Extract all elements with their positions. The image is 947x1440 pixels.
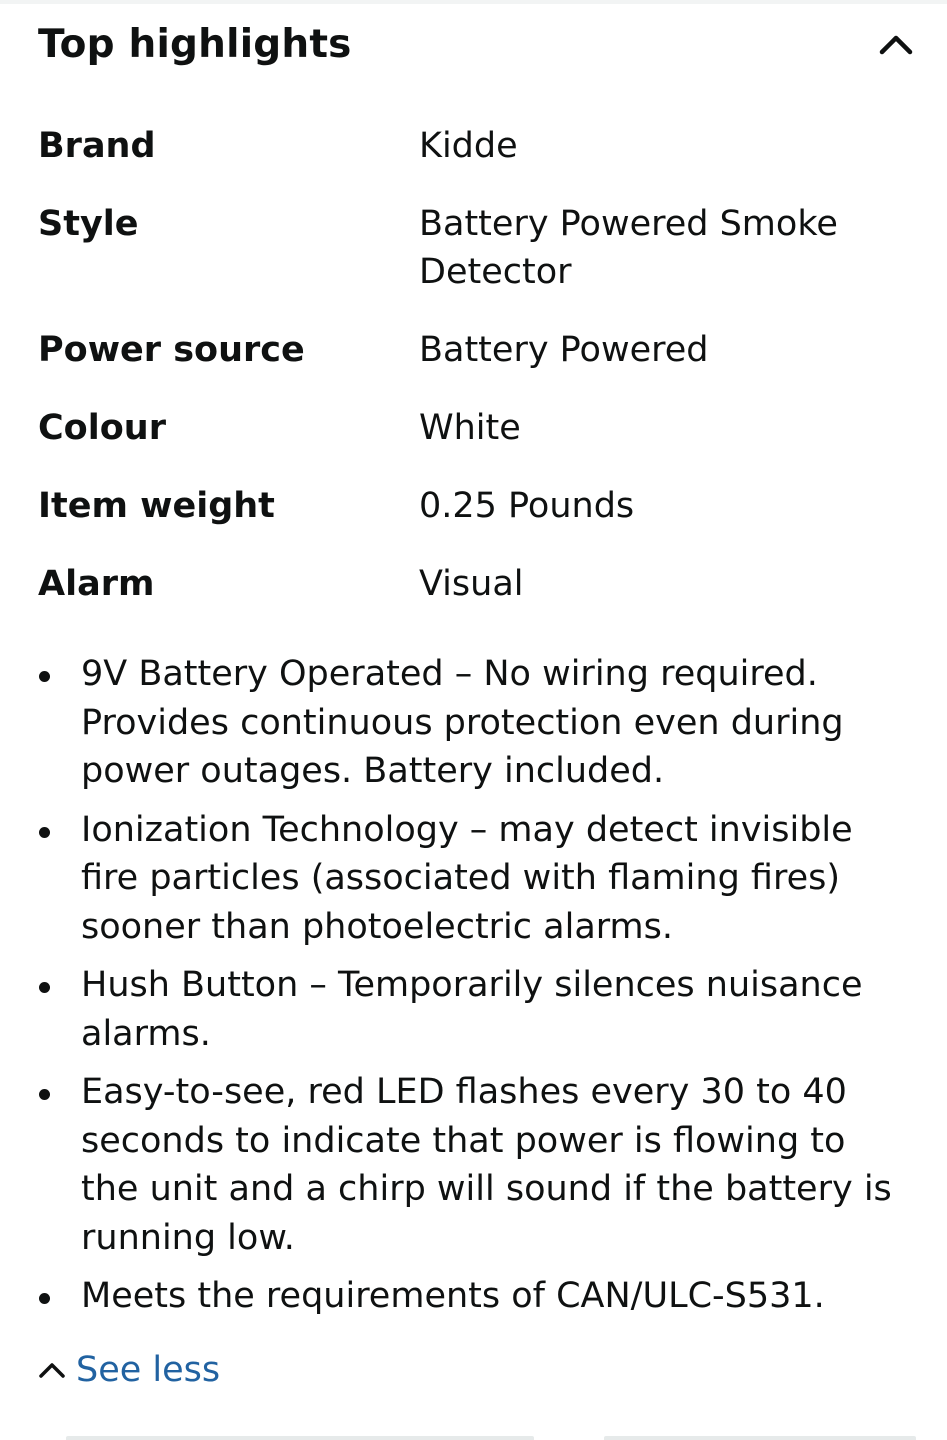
- bullet-text: 9V Battery Operated – No wiring required. Provides continuous protection even during power outages. Battery included.: [81, 654, 844, 791]
- see-less-label[interactable]: See less: [76, 1350, 221, 1390]
- spec-value: Visual: [419, 564, 524, 604]
- spec-value: Battery Powered Smoke Detector: [419, 204, 838, 292]
- list-item: [38, 650, 908, 796]
- chevron-up-icon: [874, 24, 918, 64]
- list-item: [38, 961, 908, 1058]
- top-highlights-header[interactable]: [38, 18, 918, 78]
- spec-row-style: [38, 200, 918, 296]
- spec-key: Brand: [38, 126, 156, 166]
- list-item: [38, 806, 908, 952]
- spec-key: Item weight: [38, 486, 275, 526]
- bottom-divider-left: [66, 1436, 534, 1440]
- collapse-button[interactable]: [874, 24, 918, 64]
- bullet-dot-icon: [39, 1089, 50, 1100]
- specs-table: [38, 122, 918, 638]
- bullet-text: Ionization Technology – may detect invisible fire particles (associated with flaming fires) sooner than photoelectric alarms.: [81, 809, 853, 947]
- list-item: [38, 1272, 908, 1321]
- spec-row-item-weight: [38, 482, 918, 530]
- bullet-dot-icon: [39, 827, 50, 838]
- bullet-dot-icon: [39, 982, 50, 993]
- list-item: [38, 1068, 908, 1262]
- bullet-dot-icon: [39, 1293, 50, 1304]
- bullet-text: Hush Button – Temporarily silences nuisance alarms.: [81, 965, 863, 1054]
- spec-value: White: [419, 408, 521, 448]
- spec-value: Battery Powered: [419, 330, 709, 370]
- spec-row-alarm: [38, 560, 918, 608]
- bottom-divider-right: [604, 1436, 916, 1440]
- spec-key: Colour: [38, 408, 166, 448]
- see-less-link[interactable]: [38, 1346, 220, 1394]
- spec-key: Alarm: [38, 564, 155, 604]
- bullet-dot-icon: [39, 671, 50, 682]
- spec-row-colour: [38, 404, 918, 452]
- section-title: Top highlights: [38, 22, 352, 67]
- spec-row-brand: [38, 122, 918, 170]
- spec-key: Style: [38, 204, 139, 244]
- feature-bullet-list: [38, 650, 908, 1331]
- top-divider: [0, 0, 947, 4]
- spec-value: 0.25 Pounds: [419, 486, 635, 526]
- bullet-text: Meets the requirements of CAN/ULC-S531.: [81, 1276, 825, 1316]
- spec-row-power-source: [38, 326, 918, 374]
- spec-value: Kidde: [419, 126, 518, 166]
- bullet-text: Easy-to-see, red LED flashes every 30 to 40 seconds to indicate that power is flowing to the unit and a chirp will sound if the battery is running low.: [81, 1072, 892, 1258]
- chevron-up-icon: [38, 1360, 66, 1380]
- spec-key: Power source: [38, 330, 305, 370]
